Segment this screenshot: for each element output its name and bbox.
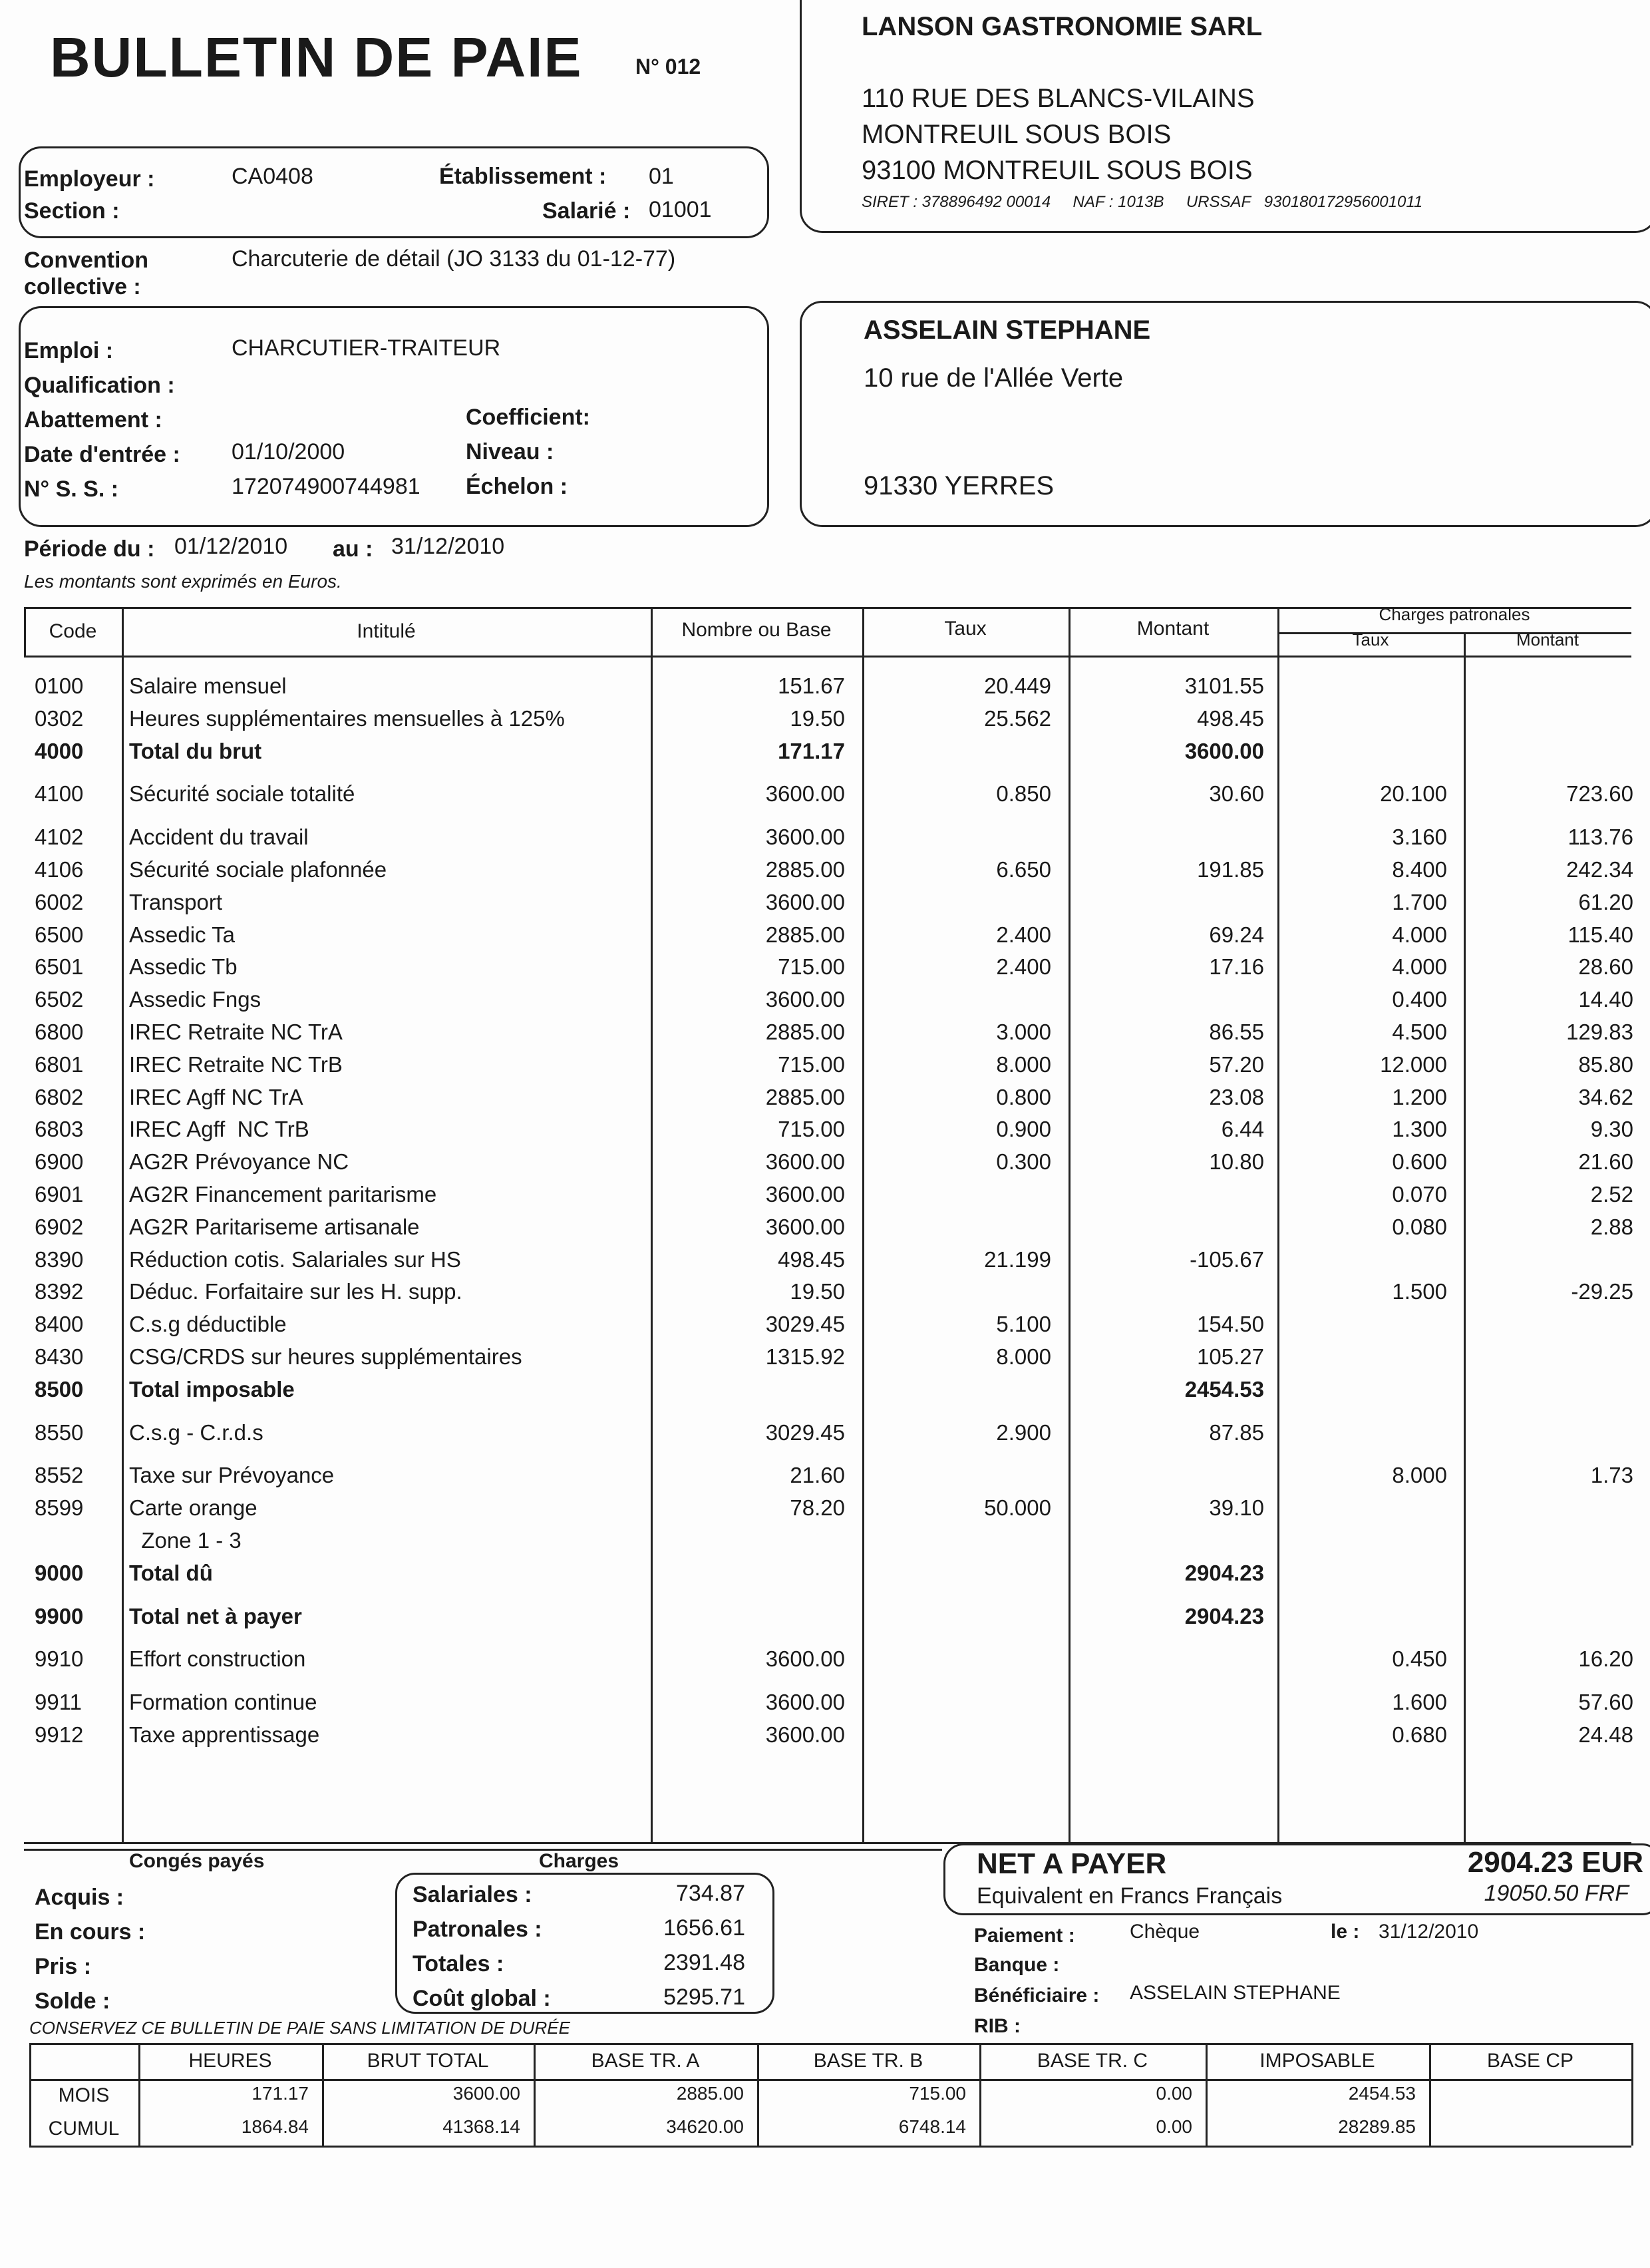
table-row [0, 1247, 1650, 1279]
row-montant: 191.85 [1197, 857, 1264, 882]
row-label: Taxe sur Prévoyance [129, 1463, 335, 1487]
row-montant: 3101.55 [1184, 673, 1264, 698]
charges-patronales-label: Patronales : [412, 1917, 542, 1942]
table-row [0, 857, 1650, 889]
net-francs-label: Equivalent en Francs Français [977, 1883, 1283, 1909]
row-label: Assedic Fngs [129, 987, 261, 1012]
row-cp-montant: 113.76 [1568, 825, 1633, 849]
row-montant: 39.10 [1209, 1495, 1264, 1520]
row-cp-taux: 1.200 [1392, 1085, 1447, 1109]
row-base: 715.00 [778, 1052, 845, 1077]
header-taux: Taux [944, 618, 987, 640]
row-code: 6502 [35, 987, 84, 1012]
row-base: 715.00 [778, 1117, 845, 1141]
totals-cell: 2885.00 [676, 2083, 744, 2104]
row-base: 3600.00 [765, 1149, 845, 1174]
row-code: 9911 [35, 1690, 82, 1714]
row-code: 6002 [35, 890, 84, 914]
row-base: 3029.45 [765, 1420, 845, 1445]
row-cp-montant: 2.88 [1590, 1215, 1633, 1239]
row-code: 6901 [35, 1182, 84, 1207]
row-label: Salaire mensuel [129, 673, 287, 698]
payment-date-label: le : [1331, 1921, 1360, 1943]
emploi-label: Emploi : [24, 338, 114, 363]
row-label: IREC Retraite NC TrA [129, 1020, 343, 1044]
row-cp-taux: 4.000 [1392, 954, 1447, 979]
header-base: Nombre ou Base [681, 619, 832, 641]
table-row [0, 1463, 1650, 1495]
header-code: Code [49, 620, 97, 642]
totals-header: BRUT TOTAL [367, 2050, 489, 2072]
cout-global-label: Coût global : [412, 1986, 551, 2011]
row-code: 9000 [35, 1561, 84, 1585]
row-cp-taux: 20.100 [1380, 781, 1447, 806]
row-base: 498.45 [778, 1247, 845, 1272]
row-taux: 2.900 [996, 1420, 1051, 1445]
row-label: Total dû [129, 1561, 213, 1585]
totals-cell: 34620.00 [666, 2116, 744, 2137]
row-base: 78.20 [790, 1495, 845, 1520]
row-taux: 8.000 [996, 1344, 1051, 1369]
periode-du-label: Période du : [24, 536, 155, 562]
currency-note: Les montants sont exprimés en Euros. [24, 571, 342, 592]
row-cp-montant: 723.60 [1566, 781, 1633, 806]
row-cp-taux: 8.400 [1392, 857, 1447, 882]
table-row [0, 1690, 1650, 1722]
row-taux: 2.400 [996, 922, 1051, 947]
employee-address-line2: 91330 YERRES [864, 471, 1055, 500]
row-cp-montant: 21.60 [1578, 1149, 1633, 1174]
totals-header: BASE CP [1486, 2050, 1574, 2072]
totals-cell: 171.17 [251, 2083, 309, 2104]
charges-totales-label: Totales : [412, 1951, 504, 1977]
row-code: 8552 [35, 1463, 84, 1487]
row-label: Réduction cotis. Salariales sur HS [129, 1247, 461, 1272]
table-row [0, 706, 1650, 738]
payment-date-value: 31/12/2010 [1379, 1921, 1479, 1943]
row-base: 3600.00 [765, 1646, 845, 1671]
row-code: 6801 [35, 1052, 84, 1077]
totals-cell: 41368.14 [442, 2116, 520, 2137]
employee-name: ASSELAIN STEPHANE [864, 315, 1151, 345]
table-row [0, 1528, 1650, 1560]
row-code: 8392 [35, 1279, 84, 1304]
totals-cell: 0.00 [1156, 2083, 1192, 2104]
totals-cell: 3600.00 [452, 2083, 520, 2104]
header-cp-taux: Taux [1352, 630, 1389, 650]
totals-header: BASE TR. B [813, 2050, 923, 2072]
row-label: Total net à payer [129, 1604, 302, 1628]
row-cp-montant: 1.73 [1590, 1463, 1633, 1487]
row-label: Déduc. Forfaitaire sur les H. supp. [129, 1279, 462, 1304]
row-montant: 2454.53 [1184, 1377, 1264, 1402]
table-row [0, 1312, 1650, 1344]
table-row [0, 1420, 1650, 1452]
table-row [0, 1215, 1650, 1246]
row-taux: 6.650 [996, 857, 1051, 882]
row-code: 0302 [35, 706, 84, 731]
row-base: 3600.00 [765, 987, 845, 1012]
row-cp-taux: 0.080 [1392, 1215, 1447, 1239]
row-cp-taux: 12.000 [1380, 1052, 1447, 1077]
row-cp-taux: 1.300 [1392, 1117, 1447, 1141]
row-cp-taux: 4.500 [1392, 1020, 1447, 1044]
row-cp-taux: 1.600 [1392, 1690, 1447, 1714]
net-a-payer-amount: 2904.23 EUR [1467, 1846, 1643, 1879]
qualification-label: Qualification : [24, 373, 175, 398]
row-taux: 25.562 [984, 706, 1051, 731]
etablissement-label: Établissement : [439, 164, 607, 189]
ss-label: N° S. S. : [24, 476, 119, 502]
row-montant: 30.60 [1209, 781, 1264, 806]
company-address-line2: MONTREUIL SOUS BOIS [862, 120, 1172, 149]
row-label: Sécurité sociale plafonnée [129, 857, 387, 882]
row-base: 2885.00 [765, 1085, 845, 1109]
employee-address-line1: 10 rue de l'Allée Verte [864, 363, 1124, 393]
table-row [0, 825, 1650, 856]
table-row [0, 1561, 1650, 1593]
row-label: Taxe apprentissage [129, 1722, 320, 1747]
bulletin-number: N° 012 [635, 55, 701, 79]
totals-cell: 2454.53 [1348, 2083, 1416, 2104]
row-base: 715.00 [778, 954, 845, 979]
row-montant: 10.80 [1209, 1149, 1264, 1174]
row-montant: 23.08 [1209, 1085, 1264, 1109]
row-montant: 2904.23 [1184, 1561, 1264, 1585]
row-label: Assedic Tb [129, 954, 238, 979]
row-label: Effort construction [129, 1646, 306, 1671]
row-code: 8550 [35, 1420, 84, 1445]
row-base: 1315.92 [765, 1344, 845, 1369]
row-montant: 6.44 [1221, 1117, 1264, 1141]
net-francs-amount: 19050.50 FRF [1484, 1881, 1629, 1906]
header-montant: Montant [1136, 618, 1210, 640]
charges-totales-value: 2391.48 [663, 1950, 745, 1975]
row-base: 3600.00 [765, 825, 845, 849]
row-montant: 17.16 [1209, 954, 1264, 979]
row-cp-taux: 3.160 [1392, 825, 1447, 849]
company-address-line3: 93100 MONTREUIL SOUS BOIS [862, 156, 1253, 185]
row-code: 6501 [35, 954, 84, 979]
row-label: C.s.g - C.r.d.s [129, 1420, 263, 1445]
row-label: AG2R Prévoyance NC [129, 1149, 349, 1174]
row-cp-montant: 9.30 [1590, 1117, 1633, 1141]
coefficient-label: Coefficient: [466, 405, 590, 430]
row-code: 0100 [35, 673, 84, 698]
row-base: 2885.00 [765, 922, 845, 947]
row-taux: 2.400 [996, 954, 1051, 979]
table-row [0, 1020, 1650, 1051]
totals-cell: 715.00 [909, 2083, 966, 2104]
row-base: 2885.00 [765, 1020, 845, 1044]
row-label: Carte orange [129, 1495, 257, 1520]
row-label: AG2R Paritariseme artisanale [129, 1215, 420, 1239]
row-cp-montant: 28.60 [1578, 954, 1633, 979]
table-row [0, 890, 1650, 922]
etablissement-value: 01 [649, 164, 674, 189]
row-base: 3600.00 [765, 781, 845, 806]
conservation-note: CONSERVEZ CE BULLETIN DE PAIE SANS LIMITATION DE DURÉE [29, 2018, 570, 2038]
banque-label: Banque : [974, 1954, 1060, 1976]
table-row [0, 673, 1650, 705]
row-cp-montant: 85.80 [1578, 1052, 1633, 1077]
table-row [0, 1149, 1650, 1181]
row-label: CSG/CRDS sur heures supplémentaires [129, 1344, 522, 1369]
convention-label-2: collective : [24, 274, 141, 299]
employer-box [19, 146, 769, 238]
convention-label: Convention [24, 248, 148, 273]
row-code: 6500 [35, 922, 84, 947]
cout-global-value: 5295.71 [663, 1984, 745, 2010]
header-intitule: Intitulé [357, 620, 416, 642]
header-cp-montant: Montant [1516, 630, 1579, 650]
company-name: LANSON GASTRONOMIE SARL [862, 12, 1263, 41]
table-row [0, 781, 1650, 813]
charges-patronales-value: 1656.61 [663, 1915, 745, 1941]
table-row [0, 1344, 1650, 1376]
row-cp-taux: 8.000 [1392, 1463, 1447, 1487]
table-row [0, 1646, 1650, 1678]
periode-au-label: au : [333, 536, 373, 562]
net-a-payer-label: NET A PAYER [977, 1847, 1167, 1880]
charges-salariales-value: 734.87 [676, 1881, 745, 1906]
row-cp-taux: 1.700 [1392, 890, 1447, 914]
table-row [0, 1722, 1650, 1754]
row-code: 8400 [35, 1312, 84, 1336]
row-label: IREC Agff NC TrB [129, 1117, 309, 1141]
row-cp-taux: 4.000 [1392, 922, 1447, 947]
rib-label: RIB : [974, 2015, 1021, 2037]
row-label: Total imposable [129, 1377, 295, 1402]
table-row [0, 1279, 1650, 1311]
conges-solde-label: Solde : [35, 1988, 110, 2014]
ss-value: 172074900744981 [232, 474, 420, 499]
company-identifiers: SIRET : 378896492 00014 NAF : 1013B URSSAF 930180172956001011 [862, 193, 1423, 211]
row-label: IREC Retraite NC TrB [129, 1052, 343, 1077]
salarie-label: Salarié : [542, 198, 631, 224]
table-row [0, 1495, 1650, 1527]
totals-row-label: MOIS [58, 2084, 110, 2106]
row-base: 19.50 [790, 1279, 845, 1304]
totals-cell: 6748.14 [898, 2116, 966, 2137]
table-row [0, 1182, 1650, 1214]
date-entree-value: 01/10/2000 [232, 439, 345, 465]
row-cp-taux: 1.500 [1392, 1279, 1447, 1304]
totals-header: BASE TR. C [1037, 2050, 1148, 2072]
table-header-border [24, 656, 1631, 658]
row-base: 3029.45 [765, 1312, 845, 1336]
row-cp-montant: -29.25 [1571, 1279, 1633, 1304]
row-code: 4000 [35, 739, 84, 763]
periode-du-value: 01/12/2010 [174, 534, 288, 559]
row-label: Accident du travail [129, 825, 309, 849]
convention-value: Charcuterie de détail (JO 3133 du 01-12-77) [232, 246, 676, 272]
row-montant: 2904.23 [1184, 1604, 1264, 1628]
conges-acquis-label: Acquis : [35, 1885, 124, 1910]
company-address-line1: 110 RUE DES BLANCS-VILAINS [862, 84, 1255, 113]
table-row [0, 739, 1650, 771]
row-cp-montant: 34.62 [1578, 1085, 1633, 1109]
paiement-value: Chèque [1130, 1921, 1200, 1943]
row-cp-taux: 0.400 [1392, 987, 1447, 1012]
row-code: 8430 [35, 1344, 84, 1369]
row-base: 19.50 [790, 706, 845, 731]
conges-en-cours-label: En cours : [35, 1919, 146, 1945]
row-base: 3600.00 [765, 1182, 845, 1207]
charges-title: Charges [539, 1850, 619, 1872]
row-code: 8599 [35, 1495, 84, 1520]
conges-pris-label: Pris : [35, 1954, 92, 1979]
row-base: 3600.00 [765, 890, 845, 914]
emploi-value: CHARCUTIER-TRAITEUR [232, 335, 501, 361]
totals-header: BASE TR. A [591, 2050, 700, 2072]
row-code: 8390 [35, 1247, 84, 1272]
row-base: 21.60 [790, 1463, 845, 1487]
row-label: C.s.g déductible [129, 1312, 287, 1336]
row-cp-taux: 0.680 [1392, 1722, 1447, 1747]
row-taux: 0.300 [996, 1149, 1051, 1174]
row-cp-taux: 0.600 [1392, 1149, 1447, 1174]
echelon-label: Échelon : [466, 474, 568, 499]
row-cp-montant: 129.83 [1566, 1020, 1633, 1044]
row-label: Zone 1 - 3 [129, 1528, 242, 1553]
beneficiaire-label: Bénéficiaire : [974, 1984, 1100, 2006]
row-label: Transport [129, 890, 222, 914]
row-code: 6800 [35, 1020, 84, 1044]
employeur-label: Employeur : [24, 166, 155, 192]
header-charges-patronales: Charges patronales [1379, 604, 1530, 624]
row-taux: 0.850 [996, 781, 1051, 806]
row-cp-montant: 14.40 [1578, 987, 1633, 1012]
row-taux: 0.800 [996, 1085, 1051, 1109]
row-montant: 57.20 [1209, 1052, 1264, 1077]
row-code: 4106 [35, 857, 84, 882]
row-montant: 86.55 [1209, 1020, 1264, 1044]
page-title: BULLETIN DE PAIE [50, 26, 583, 89]
row-code: 9910 [35, 1646, 84, 1671]
row-cp-montant: 24.48 [1578, 1722, 1633, 1747]
niveau-label: Niveau : [466, 439, 554, 465]
row-montant: 154.50 [1197, 1312, 1264, 1336]
row-base: 2885.00 [765, 857, 845, 882]
totals-header: HEURES [188, 2050, 272, 2072]
date-entree-label: Date d'entrée : [24, 442, 180, 467]
row-code: 6802 [35, 1085, 84, 1109]
salarie-value: 01001 [649, 197, 712, 222]
row-cp-taux: 0.070 [1392, 1182, 1447, 1207]
table-row [0, 1052, 1650, 1084]
row-label: Sécurité sociale totalité [129, 781, 355, 806]
row-cp-montant: 242.34 [1566, 857, 1633, 882]
row-cp-montant: 61.20 [1578, 890, 1633, 914]
row-taux: 5.100 [996, 1312, 1051, 1336]
row-code: 4100 [35, 781, 84, 806]
row-label: Assedic Ta [129, 922, 235, 947]
row-label: Heures supplémentaires mensuelles à 125% [129, 706, 565, 731]
row-taux: 20.449 [984, 673, 1051, 698]
row-code: 6803 [35, 1117, 84, 1141]
row-code: 8500 [35, 1377, 84, 1402]
abattement-label: Abattement : [24, 407, 162, 433]
row-montant: 498.45 [1197, 706, 1264, 731]
row-taux: 3.000 [996, 1020, 1051, 1044]
row-code: 6900 [35, 1149, 84, 1174]
row-label: IREC Agff NC TrA [129, 1085, 303, 1109]
charges-salariales-label: Salariales : [412, 1882, 532, 1907]
paiement-label: Paiement : [974, 1925, 1075, 1947]
conges-title: Congés payés [129, 1850, 265, 1872]
table-row [0, 987, 1650, 1019]
employeur-value: CA0408 [232, 164, 313, 189]
row-base: 171.17 [778, 739, 845, 763]
row-cp-montant: 16.20 [1578, 1646, 1633, 1671]
row-base: 151.67 [778, 673, 845, 698]
row-taux: 8.000 [996, 1052, 1051, 1077]
row-cp-montant: 115.40 [1568, 922, 1633, 947]
table-row [0, 1377, 1650, 1409]
totals-cell: 0.00 [1156, 2116, 1192, 2137]
table-row [0, 1604, 1650, 1636]
row-code: 4102 [35, 825, 84, 849]
row-label: Formation continue [129, 1690, 317, 1714]
row-taux: 50.000 [984, 1495, 1051, 1520]
row-label: Total du brut [129, 739, 262, 763]
table-row [0, 1117, 1650, 1149]
section-label: Section : [24, 198, 120, 224]
totals-row-label: CUMUL [48, 2118, 120, 2140]
row-montant: 105.27 [1197, 1344, 1264, 1369]
totals-cell: 1864.84 [241, 2116, 309, 2137]
row-taux: 21.199 [984, 1247, 1051, 1272]
row-montant: 69.24 [1209, 922, 1264, 947]
row-base: 3600.00 [765, 1690, 845, 1714]
beneficiaire-value: ASSELAIN STEPHANE [1130, 1982, 1341, 2004]
row-montant: 3600.00 [1184, 739, 1264, 763]
totals-header: IMPOSABLE [1259, 2050, 1375, 2072]
row-base: 3600.00 [765, 1215, 845, 1239]
table-row [0, 954, 1650, 986]
row-code: 9912 [35, 1722, 84, 1747]
periode-au-value: 31/12/2010 [391, 534, 505, 559]
row-cp-montant: 2.52 [1590, 1182, 1633, 1207]
row-montant: 87.85 [1209, 1420, 1264, 1445]
row-base: 3600.00 [765, 1722, 845, 1747]
row-montant: -105.67 [1190, 1247, 1264, 1272]
row-label: AG2R Financement paritarisme [129, 1182, 437, 1207]
row-taux: 0.900 [996, 1117, 1051, 1141]
table-row [0, 922, 1650, 954]
row-cp-taux: 0.450 [1392, 1646, 1447, 1671]
row-code: 6902 [35, 1215, 84, 1239]
row-cp-montant: 57.60 [1578, 1690, 1633, 1714]
totals-cell: 28289.85 [1338, 2116, 1416, 2137]
row-code: 9900 [35, 1604, 84, 1628]
table-row [0, 1085, 1650, 1117]
